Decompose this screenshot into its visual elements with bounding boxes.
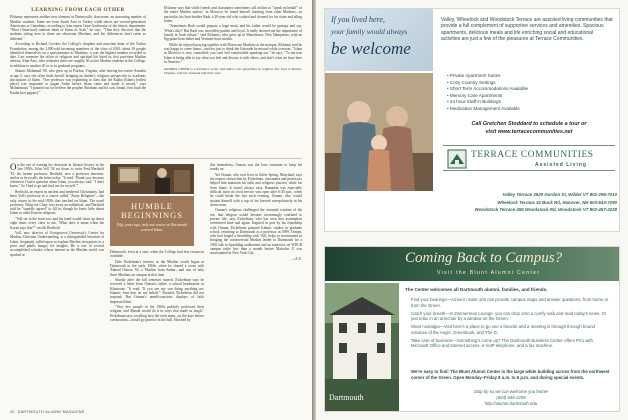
page-number: 42: [10, 410, 15, 414]
service-item: Catch your breath—In Zimmerman Lounge, you can drop onto a comfy sofa and read today's news. Or just relax in an armchair by a window on the Green.: [411, 310, 607, 322]
paragraph: "Voll sat in the front row and his hand would shoot up about eight times every class to ask, 'What does it mean when the Koran says this?'" recalls Berthold.: [10, 216, 104, 230]
sidebar-subtitle: Fifty years ago, only one course at Dartmouth covered Islam.: [116, 223, 188, 232]
paragraph: Osman's religious challenged the essential wisdom of the era: that religion would become increasingly confined to private life, says Eickelman, who has seen that assumption overturned time and again. Inspired in part by his friendship with Osman, Eickelman pursued Islamic studies in graduate school, returning to Dartmouth as a professor in 1989. Osman, who had forged a friendship with Voll, helps to recommend in bringing the controversial Muslim leader to Dartmouth for a 1965 talk in Spaulding auditorium and an interview on WDCR campus radio less than a month before Malcolm X was assassinated in New York City.: [210, 208, 302, 256]
right-page: [316, 0, 628, 420]
ad-welcome: The Center welcomes all Dartmouth alumni, families, and friends.: [405, 287, 548, 292]
feature-item: • Cozy Country Settings: [447, 80, 613, 87]
family-photo-illustration: [325, 73, 433, 191]
phone-number: (603) 646-2258: [496, 394, 526, 400]
sidebar-title: HUMBLE BEGINNINGS: [121, 201, 183, 220]
ad-header-image: [325, 9, 433, 71]
ad-headline: Coming Back to Campus?: [405, 250, 563, 266]
logo-name: TERRACE COMMUNITIES: [471, 150, 594, 160]
ad-banner: [325, 247, 619, 281]
feature-item: • Medication Management Available: [447, 106, 613, 113]
paragraph: Berthold, an expert in ancient and medieval Christianity, had been Voll's professor in a course called "Asian Religions"—the only course in the mid-1950s that touched on Islam. The usual professor, Wing-tsit Chan, was away on sabbatical, and Berthold said he "stupidly agreed" to fill in, though he knew little about Islam or other Eastern religions.: [10, 189, 104, 216]
feature-list: [447, 73, 613, 113]
paragraph: Dale Eickelman's interest in the Muslim world began at Dartmouth in the early 1960s, when he shared a room with Ahmad Osman '65, a Muslim from Sudan—and one of only three Muslims on campus at that time.: [110, 259, 204, 277]
end-signature: [210, 257, 302, 261]
building-illustration: [325, 283, 399, 411]
ad-invite: We're easy to find: The Blunt Alumni Center is the large white building across from the northwest corner of the Green. Open Monday–Friday 8 a.m. to 5 p.m. and during special events.: [411, 369, 610, 380]
end-signature-text: —A.U.: [291, 256, 302, 261]
paragraph: this immodesty, Osman was the lone swimmer to keep his trunks on.: [210, 163, 302, 172]
terrace-logo: [443, 145, 615, 171]
alumni-center-photo: [325, 283, 399, 411]
logo-tagline: Assisted Living: [535, 162, 587, 168]
paragraph: Elshamy says that while friends and classmates sometimes call on him to "speak on behalf" of the entire Muslim nation," in Morocco he found himself learning from other Muslims—in particular, his host-brother Badr, a 20-year-old who cooked and cleaned for his sister and ailing father.: [164, 6, 302, 23]
ad-intro: Valley, Wheelock and Woodstock Terrace are assisted living communities that provide a full complement of supportive services and amenities. Spacious apartments, delicious meals and life enriching social and educational activities are just a few of the pleasures at Terrace Communities.: [441, 17, 613, 43]
page-footer: [10, 410, 85, 414]
address-list: [441, 191, 617, 214]
blunt-alumni-center-ad: [324, 246, 620, 412]
terrace-communities-ad: [324, 8, 620, 232]
left-page: [0, 0, 312, 420]
dartmouth-wordmark: Dartmouth: [329, 393, 364, 402]
paragraph: "Very few people in the 1960s publicly professed their religion, and Ahmad would do it in ways that made us laugh," Eickelman says, recalling how the even team—in the days before coeducation—would go practice in the hall. Shocked by: [110, 305, 205, 323]
sidebar-column-3: [210, 163, 302, 261]
paragraph: Yet Osman, who now lives in Silver Spring, Maryland, says the respect shown him by Eickelman, classmates and professors helped him maintain his faith and religious practice while far from home. It wasn't always easy. Ramadan was especially difficult since no food service was open after 6:30 p.m., when he could break the fast each evening. Osman, who would sustain himself with a cup of tea brewed surreptitiously in his dorm room.: [210, 172, 302, 207]
paragraph: Shamis Mohamad '08, who grew up in Fairfax, Virginia, after leaving her native Somalia at age 5, says she often finds herself bringing an insider's religious perspective to academic discussions of Islam. "One professor was explaining to class that the Kaaba [Islam's holiest place] was important to pagan Arabs before Islam came and made it sacred," says Mohammad. "I pointed out we believe the prophet Abraham and his son, Ismail, first built the Kaaba [not pagans].": [10, 69, 146, 95]
paragraph: Elshamy represents another new element in Dartmouth's classroom: an increasing number of Muslim students. Some are from South Asia or Turkey while others are second-generation Americans or Canadians, according to Iran expert Gene Garthwaite of the history department. "Most [American] students think of Islam as Arab," he says. "Then they discover that the students sitting next to them are observant Muslims, and the differences don't seem so different.": [10, 15, 146, 41]
article-column-2: [164, 6, 302, 76]
article-column-1: [10, 6, 146, 96]
stop-by-text: Stop by so we can welcome you home!: [473, 389, 549, 394]
sidebar-title-box: [110, 196, 194, 246]
service-item: Find your bearings—Arrive in Suite 103 can provide campus maps and answer questions, from home or from the Green.: [411, 297, 609, 308]
feature-item: • Private Apartment Suites: [447, 73, 613, 80]
feature-item: • 24 hour Staff in Buildings: [447, 99, 613, 106]
service-list: [411, 297, 611, 349]
tagline-line-2: your family would always: [331, 27, 408, 36]
paragraph: On the eve of earning his doctorate in Islamic history in the late 1950s, John Voll '58 sat down to write Fred Berthold '45, his former professor. Berthold, now a professor emeritus, smiles as he recalls the letter today. "It read, 'Thank you, because whenever I had a question about Islam, you always said, "I don't know." So I had to go and find out for myself.'": [10, 162, 104, 189]
tagline-line-1: If you lived here,: [331, 15, 385, 24]
publication-name: DARTMOUTH ALUMNI MAGAZINE: [17, 410, 85, 414]
sidebar-column-1: [10, 163, 104, 258]
address-woodstock: Woodstock Terrace 456 Woodstock Rd, Woodstock VT 802-457-2228: [474, 207, 617, 213]
paragraph: Voll, now director of Georgetown University's Center for Muslim–Christian Understanding, is a distinguished historian of Islam, frequently called upon to explain Muslim viewpoints to a press and public hungry for insights. He is one of several accomplished scholars whose interest in the Muslim world was sparked at: [10, 231, 104, 257]
ad-subhead: Visit the Blunt Alumni Center: [437, 270, 541, 276]
paragraph: Shortly after the fall semester started, Eickelman says he received a letter from Osman's father, a school headmaster in Khartoum. "It read, 'If you see my son doing anything un-Islamic, beat him on my behalf.'" Puzzled, Eickelman did not respond. But Osman's unselfconscious displays of faith impressed him.: [110, 278, 204, 304]
terrace-logo-icon: [447, 149, 467, 169]
paragraph: Dartmouth, even at a time when the College had few resources available.: [110, 250, 204, 259]
paragraph: While he enjoyed praying together with Moroccan Muslims at the mosque, Elshamy said he was happy to come home—and not just to drink the Gatorade he missed while overseas. "Islam in Morocco is very controlled; you can't feel comfortable speaking out," he says. "To me true Islam is being able to say what you feel and discuss it with others, and that's what we have here in America.": [164, 42, 302, 64]
address-wheelock: Wheelock Terrace 32 Buck Rd, Hanover, NH 603-643-7290: [497, 199, 617, 205]
photo-illustration: [110, 164, 194, 194]
tagline-line-3: be welcome: [331, 39, 411, 58]
service-item: Take care of business—Something's come up? The Dartmouth Business Center offers PCs with Microsoft Office and Internet access, a VoIP telephone, and a fax machine.: [411, 337, 593, 349]
author-bio: ANDREA USEEM is a freelance writer and editor who specializes in religion. She lives in Reston, Virginia, with her husband and three sons.: [164, 67, 302, 76]
website-link[interactable]: visit www.terracecommunities.net: [485, 129, 573, 135]
dorm-room-photo: [110, 164, 194, 194]
sidebar-column-2: [110, 250, 204, 324]
call-line: Call Gretchen Stoddard to schedule a tour or: [471, 121, 587, 127]
paragraph: "Sometimes Badr would prepare a huge meal, and his father would be grumpy and say, 'What's this?' But Badr was incredibly patient and loyal. It really showed me the importance of family in Arab culture," said Elshamy, who grew up in Manchester, New Hampshire, with an Egyptian-born father and Vermont-born mother.: [164, 24, 302, 42]
family-photo: [325, 73, 433, 191]
ad-contact: [411, 389, 611, 406]
section-heading: LEARNING FROM EACH OTHER: [31, 7, 125, 13]
feature-item: • Memory Care Apartments: [447, 93, 613, 100]
address-valley: Valley Terrace 2820 Gordon St, Wilder VT 802-296-7010: [502, 192, 617, 197]
section-divider: [10, 158, 302, 159]
paragraph: According to Richard Crocker, the College's chaplain and associate dean of the Tucker Foundation, among the 1,000-odd incoming members of the class of 2010, about 18 people identified themselves on a questionnaire as Muslims; it was the highest number recorded to date. Last semester the office of religious and spiritual life hired its first part-time Muslim advisor, Irfan Aziz, who reiterates there are roughly 60 active Muslim students at the College, in addition to another 20 or so in graduate programs.: [10, 42, 146, 68]
alumni-url[interactable]: http://alumni.dartmouth.edu: [484, 400, 538, 406]
feature-item: • Short Term Accommodations Available: [447, 86, 613, 93]
service-item: Wear nostalgia—Visit here's a place to go see a favorite and a meeting is through through bound volumes of the Aegis, Greenbook, and The D.: [411, 324, 595, 335]
